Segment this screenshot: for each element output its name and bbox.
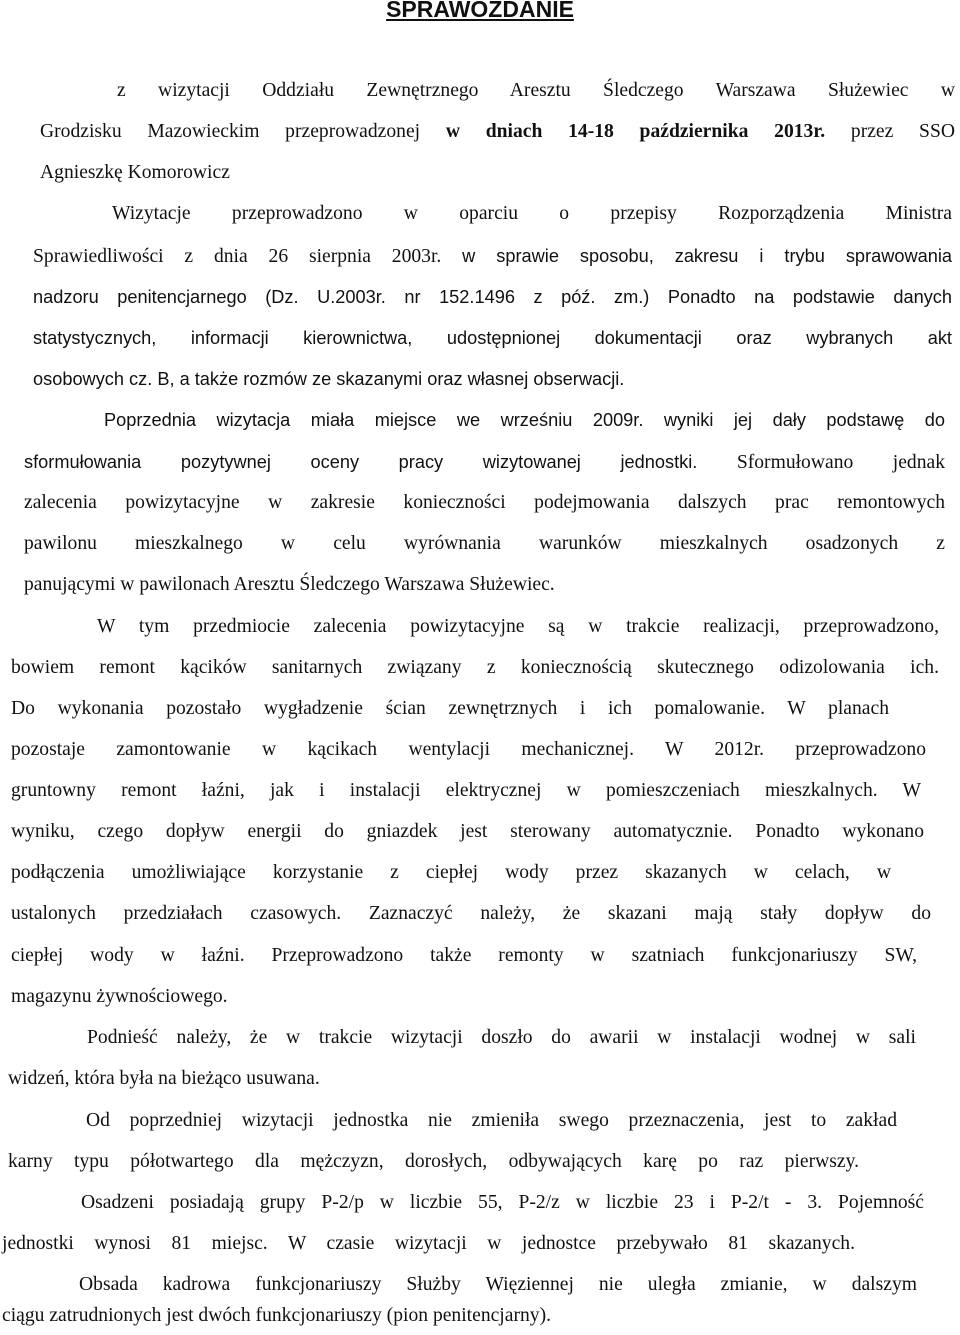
text-line: ciągu zatrudnionych jest dwóch funkcjonariuszy (pion penitencjarny). [2,1305,551,1326]
document-title: SPRAWOZDANIE [386,0,574,22]
text-line: pawilonu mieszkalnego w celu wyrównania warunków mieszkalnych osadzonych z [24,533,945,554]
text-line [33,243,952,270]
text-line [40,119,955,145]
text-line: statystycznych, informacji kierownictwa, udostępnionej dokumentacji oraz wybranych akt [33,328,952,348]
text-line: magazynu żywnościowego. [11,986,228,1007]
text-line: jednostki wynosi 81 miejsc. W czasie wizytacji w jednostce przebywało 81 skazanych. [2,1233,855,1254]
text-line: W tym przedmiocie zalecenia powizytacyjne są w trakcie realizacji, przeprowadzono, [97,616,939,637]
text-line: panującymi w pawilonach Aresztu Śledczego Warszawa Służewiec. [24,574,555,595]
text-line: podłączenia umożliwiające korzystanie z ciepłej wody przez skazanych w celach, w [11,862,891,883]
text-line: z wizytacji Oddziału Zewnętrznego Aresztu Śledczego Warszawa Służewiec w [117,80,955,101]
text-span: w sprawie sposobu, zakresu i trybu sprawowania [462,246,952,266]
text-line: Wizytacje przeprowadzono w oparciu o przepisy Rozporządzenia Ministra [112,203,952,224]
text-line: Do wykonania pozostało wygładzenie ścian zewnętrznych i ich pomalowanie. W planach [11,698,889,719]
text-line: ciepłej wody w łaźni. Przeprowadzono także remonty w szatniach funkcjonariuszy SW, [11,945,917,966]
text-line: Podnieść należy, że w trakcie wizytacji doszło do awarii w instalacji wodnej w sali [87,1027,916,1048]
text-line: bowiem remont kącików sanitarnych związany z koniecznością skutecznego odizolowania ich. [11,657,939,678]
text-line: pozostaje zamontowanie w kącikach wentylacji mechanicznej. W 2012r. przeprowadzono [11,739,926,760]
visit-dates: w dniach 14-18 października 2013r. [445,121,826,142]
text-line: gruntowny remont łaźni, jak i instalacji elektrycznej w pomieszczeniach mieszkalnych. W [11,780,921,801]
text-line: karny typu półotwartego dla mężczyzn, dorosłych, odbywających karę po raz pierwszy. [8,1151,859,1172]
text-line: Osadzeni posiadają grupy P-2/p w liczbie 55, P-2/z w liczbie 23 i P-2/t - 3. Pojemność [81,1192,924,1213]
text-span: Sformułowano jednak [736,452,946,473]
text-line: osobowych cz. B, a także rozmów ze skazanymi oraz własnej obserwacji. [33,369,625,389]
text-line: widzeń, która była na bieżąco usuwana. [8,1068,320,1089]
text-line: nadzoru penitencjarnego (Dz. U.2003r. nr 152.1496 z póź. zm.) Ponadto na podstawie danych [33,287,952,307]
text-line: Poprzednia wizytacja miała miejsce we wrześniu 2009r. wyniki jej dały podstawę do [104,410,945,430]
text-line [24,449,945,476]
text-span: Grodzisku Mazowieckim przeprowadzonej [40,121,421,142]
text-line: wyniku, czego dopływ energii do gniazdek jest sterowany automatycznie. Ponadto wykonano [11,821,924,842]
text-span: sformułowania pozytywnej oceny pracy wizytowanej jednostki. [24,452,698,472]
text-line: Agnieszkę Komorowicz [40,162,230,183]
text-span: Sprawiedliwości z dnia 26 sierpnia 2003r. [33,246,442,267]
text-line: Obsada kadrowa funkcjonariuszy Służby Więziennej nie uległa zmianie, w dalszym [79,1274,917,1295]
text-span: przez SSO [850,121,955,142]
text-line: Od poprzedniej wizytacji jednostka nie zmieniła swego przeznaczenia, jest to zakład [86,1110,897,1131]
text-line: ustalonych przedziałach czasowych. Zaznaczyć należy, że skazani mają stały dopływ do [11,903,931,924]
text-line: zalecenia powizytacyjne w zakresie konieczności podejmowania dalszych prac remontowych [24,492,945,513]
